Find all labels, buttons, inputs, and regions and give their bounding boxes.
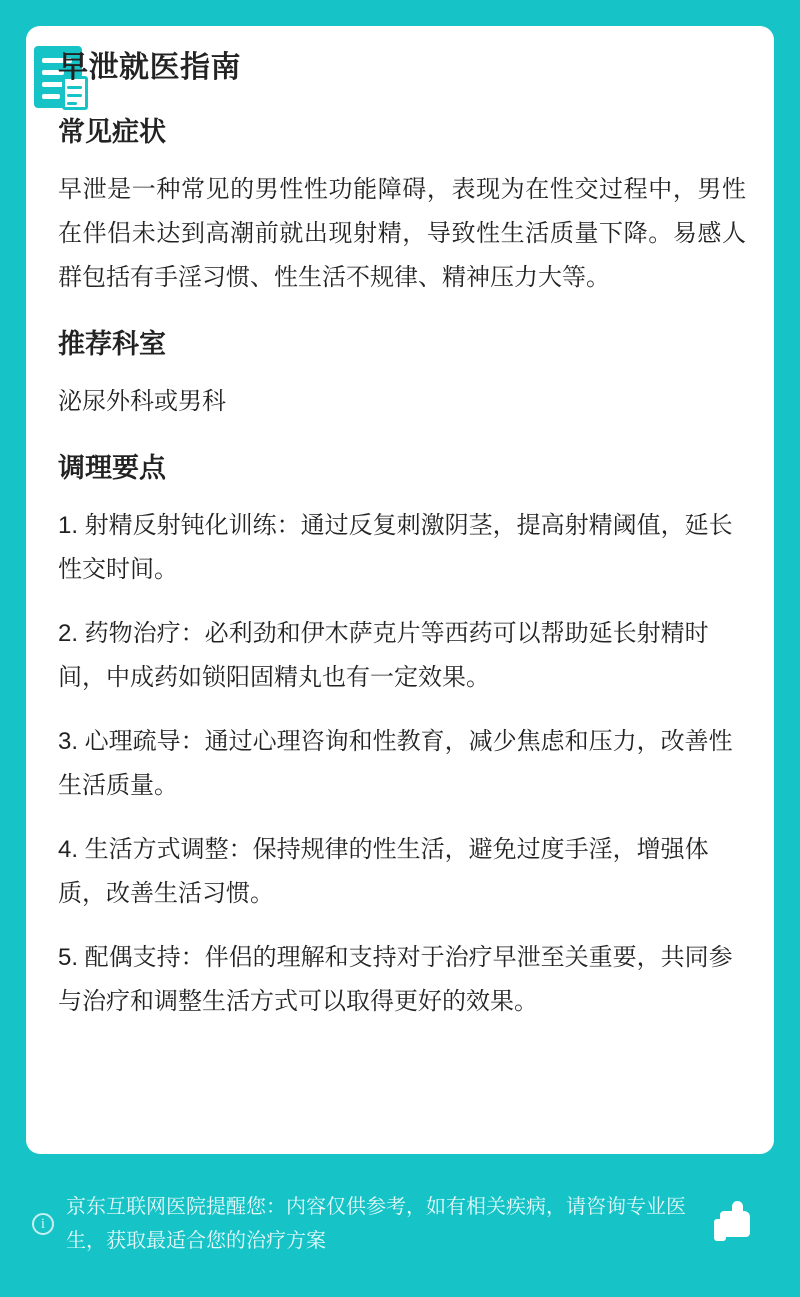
footer-disclaimer-bar <box>26 1176 774 1272</box>
section-heading-care-points: 调理要点 <box>58 453 166 483</box>
section-text-department: 泌尿外科或男科 <box>58 388 226 415</box>
care-points-list <box>58 504 746 1024</box>
page-title: 早泄就医指南 <box>58 51 241 84</box>
content-card <box>26 26 774 1154</box>
thumbs-up-icon[interactable] <box>710 1197 764 1251</box>
list-item: 5. 配偶支持：伴侣的理解和支持对于治疗早泄至关重要，共同参与治疗和调整生活方式可以取得更好的效果。 <box>58 944 733 1015</box>
list-item: 1. 射精反射钝化训练：通过反复刺激阴茎，提高射精阈值，延长性交时间。 <box>58 512 733 583</box>
list-item: 3. 心理疏导：通过心理咨询和性教育，减少焦虑和压力，改善性生活质量。 <box>58 728 733 799</box>
disclaimer-text: 京东互联网医院提醒您：内容仅供参考，如有相关疾病，请咨询专业医生，获取最适合您的治疗方案 <box>66 1196 686 1252</box>
document-body <box>58 48 746 1044</box>
list-item: 2. 药物治疗：必利劲和伊木萨克片等西药可以帮助延长射精时间，中成药如锁阳固精丸也有一定效果。 <box>58 620 709 691</box>
list-item: 4. 生活方式调整：保持规律的性生活，避免过度手淫，增强体质，改善生活习惯。 <box>58 836 709 907</box>
section-heading-symptoms: 常见症状 <box>58 117 166 147</box>
section-text-symptoms: 早泄是一种常见的男性性功能障碍，表现为在性交过程中，男性在伴侣未达到高潮前就出现射精，导致性生活质量下降。易感人群包括有手淫习惯、性生活不规律、精神压力大等。 <box>58 176 746 291</box>
thumbs-up-thumb <box>732 1201 743 1217</box>
info-icon: i <box>32 1213 54 1235</box>
section-heading-department: 推荐科室 <box>58 329 166 359</box>
